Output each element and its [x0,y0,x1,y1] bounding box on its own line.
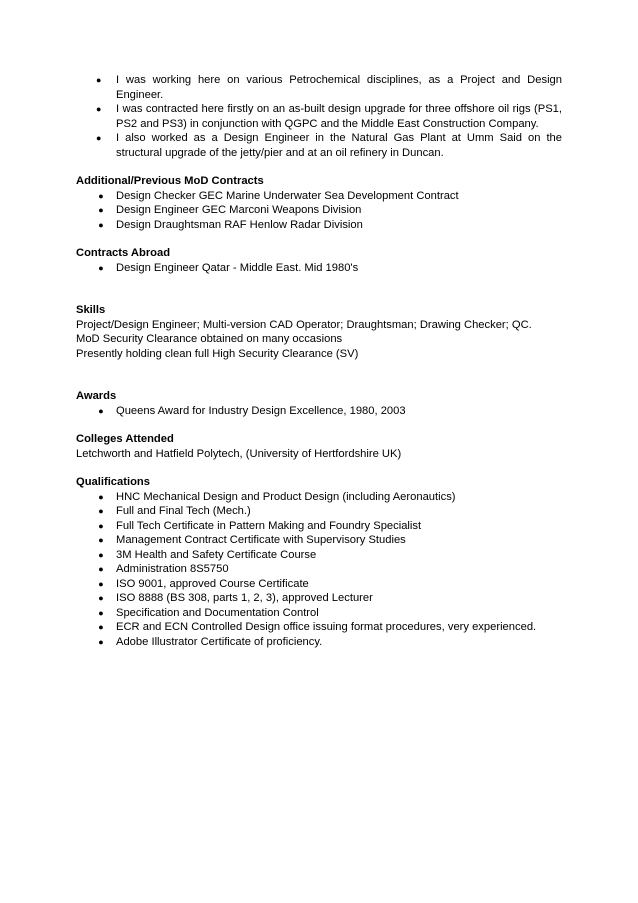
bullet-icon: ● [96,133,102,143]
colleges-heading: Colleges Attended [76,433,174,445]
contracts-abroad-list [76,261,562,276]
contracts-abroad-heading: Contracts Abroad [76,247,171,259]
awards-heading: Awards [76,390,117,402]
list-item-text: Full and Final Tech (Mech.) [116,505,251,517]
list-item-text: I also worked as a Design Engineer in the Natural Gas Plant at Umm Said on the structural upgrade of the jetty/pier and at an oil refinery in Duncan. [116,132,562,159]
intro-bullet-list [76,73,562,160]
bullet-icon: ● [98,520,104,531]
bullet-icon: ● [98,405,104,416]
bullet-icon: ● [96,75,102,85]
list-item-text: Design Engineer GEC Marconi Weapons Division [116,204,362,216]
list-item [76,504,562,519]
list-item-text: Design Draughtsman RAF Henlow Radar Division [116,218,363,231]
skills-line: Presently holding clean full High Security Clearance (SV) [76,347,359,360]
list-item [76,620,562,635]
list-item-text: ECR and ECN Controlled Design office issuing format procedures, very experienced. [116,621,537,633]
list-item-text: Specification and Documentation Control [116,606,319,619]
list-item [76,519,562,534]
list-item [76,73,562,102]
list-item [76,591,562,606]
list-item [76,606,562,621]
bullet-icon: ● [98,593,104,603]
skills-heading: Skills [76,304,106,316]
qualifications-list [76,490,562,650]
list-item-text: HNC Mechanical Design and Product Design (including Aeronautics) [116,490,456,503]
mod-contracts-list [76,189,562,233]
bullet-icon: ● [96,104,102,114]
list-item [76,261,562,276]
list-item-text: I was working here on various Petrochemical disciplines, as a Project and Design Engineer. [116,74,562,101]
list-item-text: 3M Health and Safety Certificate Course [116,548,317,561]
list-item [76,533,562,548]
list-item [76,131,562,160]
colleges-line: Letchworth and Hatfield Polytech, (University of Hertfordshire UK) [76,447,402,460]
list-item-text: Full Tech Certificate in Pattern Making and Foundry Specialist [116,519,422,532]
list-item-text: Design Checker GEC Marine Underwater Sea Development Contract [116,189,459,202]
bullet-icon: ● [98,622,104,632]
bullet-icon: ● [98,549,104,560]
bullet-icon: ● [98,205,104,215]
list-item-text: Adobe Illustrator Certificate of proficiency. [116,635,323,648]
bullet-icon: ● [98,578,104,589]
list-item [76,102,562,131]
list-item [76,562,562,577]
bullet-icon: ● [98,535,104,545]
awards-list [76,404,562,419]
bullet-icon: ● [98,491,104,502]
list-item [76,203,562,218]
list-item-text: ISO 8888 (BS 308, parts 1, 2, 3), approved Lecturer [116,592,373,604]
list-item [76,635,562,650]
list-item [76,548,562,563]
list-item-text: Queens Award for Industry Design Excellence, 1980, 2003 [116,404,406,417]
list-item-text: Administration 8S5750 [116,563,229,575]
bullet-icon: ● [98,190,104,201]
list-item [76,577,562,592]
skills-line: Project/Design Engineer; Multi-version CAD Operator; Draughtsman; Drawing Checker; QC. [76,318,532,331]
list-item [76,490,562,505]
list-item [76,404,562,419]
skills-line: MoD Security Clearance obtained on many occasions [76,333,343,345]
bullet-icon: ● [98,636,104,647]
list-item [76,218,562,233]
list-item [76,189,562,204]
mod-contracts-heading: Additional/Previous MoD Contracts [76,175,264,187]
qualifications-heading: Qualifications [76,476,150,488]
list-item-text: Management Contract Certificate with Supervisory Studies [116,534,406,546]
bullet-icon: ● [98,219,104,230]
list-item-text: I was contracted here firstly on an as-built design upgrade for three offshore oil rigs (PS1, PS2 and PS3) in conjunction with QGPC and the Middle East Construction Company. [116,103,562,130]
bullet-icon: ● [98,262,104,273]
list-item-text: ISO 9001, approved Course Certificate [116,577,309,590]
bullet-icon: ● [98,607,104,618]
bullet-icon: ● [98,564,104,574]
document-page [76,73,562,649]
bullet-icon: ● [98,506,104,516]
list-item-text: Design Engineer Qatar - Middle East. Mid 1980's [116,261,359,274]
